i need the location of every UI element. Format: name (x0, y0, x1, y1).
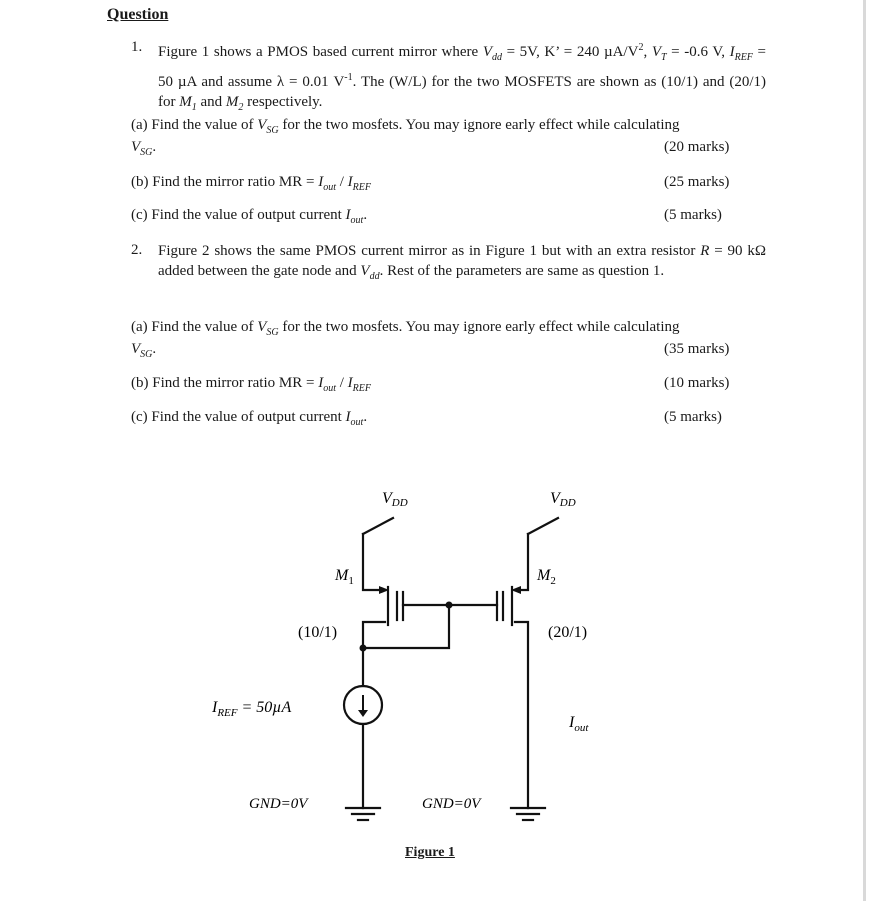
q2-b-marks: (10 marks) (664, 375, 730, 391)
gate-junction-dot (446, 602, 453, 609)
vdd-left-label: VDD (382, 490, 408, 509)
gnd-left-label: GND=0V (249, 796, 308, 812)
question-1-text: Figure 1 shows a PMOS based current mirror where $V_{dd} = 5V$, K’ = 240 $\mu A/V^2$, $V_T = -0.6$ V, $I_{REF} = 50$ µA and assume λ = 0.01 $V^{-1}$. The (W/L) for the two MOSFETS are shown as (10/1) and (20/1) for $M_1$ and $M_2$ respectively. (158, 42, 766, 113)
q1-c-marks: (5 marks) (664, 207, 722, 223)
q2-part-a: (a) Find the value of $V_{SG}$ for the two mosfets. You may ignore early effect while calculating (131, 319, 680, 338)
q2-part-b: (b) Find the mirror ratio MR = $I_{out} / I_{REF}$ (131, 375, 371, 394)
q1-part-a-line2: $V_{SG}$. (131, 139, 157, 158)
q1-part-a: (a) Find the value of $V_{SG}$ for the two mosfets. You may ignore early effect while calculating (131, 117, 680, 136)
current-source-arrowhead (358, 710, 368, 717)
q2-part-a-line2: $V_{SG}$. (131, 341, 157, 360)
q1-part-c: (c) Find the value of output current $I_{out}$. (131, 207, 368, 226)
vdd-right-arrow (528, 518, 558, 534)
drain-junction-dot (360, 645, 367, 652)
q1-a-marks: (20 marks) (664, 139, 730, 155)
question-heading: Question (107, 6, 169, 23)
diode-connection-wire (363, 605, 449, 648)
question-2-text: Figure 2 shows the same PMOS current mirror as in Figure 1 but with an extra resistor R = 90 kΩ added between the gate node and $V_{dd}$. Rest of the parameters are same as question 1. (158, 243, 767, 282)
gnd-right-label: GND=0V (422, 796, 481, 812)
m1-drain-wire (363, 622, 385, 648)
iref-label: $I_{REF} = 50\mu A$ (212, 699, 292, 719)
q2-a-marks: (35 marks) (664, 341, 730, 357)
vdd-right-label: VDD (550, 490, 576, 509)
iout-label: $I_{out}$ (569, 714, 589, 734)
m2-source-wire (515, 534, 528, 590)
m1-label: $M_1$ (335, 567, 354, 587)
q2-c-marks: (5 marks) (664, 409, 722, 425)
q2-part-c: (c) Find the value of output current $I_{out}$. (131, 409, 368, 428)
m2-ratio-label: (20/1) (548, 624, 588, 641)
vdd-left-arrow (363, 518, 393, 534)
question-1-number: 1. (131, 39, 143, 55)
question-2-number: 2. (131, 242, 143, 258)
q1-b-marks: (25 marks) (664, 174, 730, 190)
q1-part-b: (b) Find the mirror ratio MR = $I_{out} / I_{REF}$ (131, 174, 371, 193)
m2-drain-wire (515, 622, 528, 808)
m1-source-wire (363, 534, 385, 590)
m2-label: $M_2$ (537, 567, 556, 587)
figure-caption: Figure 1 (405, 845, 455, 860)
m1-ratio-label: (10/1) (298, 624, 338, 641)
